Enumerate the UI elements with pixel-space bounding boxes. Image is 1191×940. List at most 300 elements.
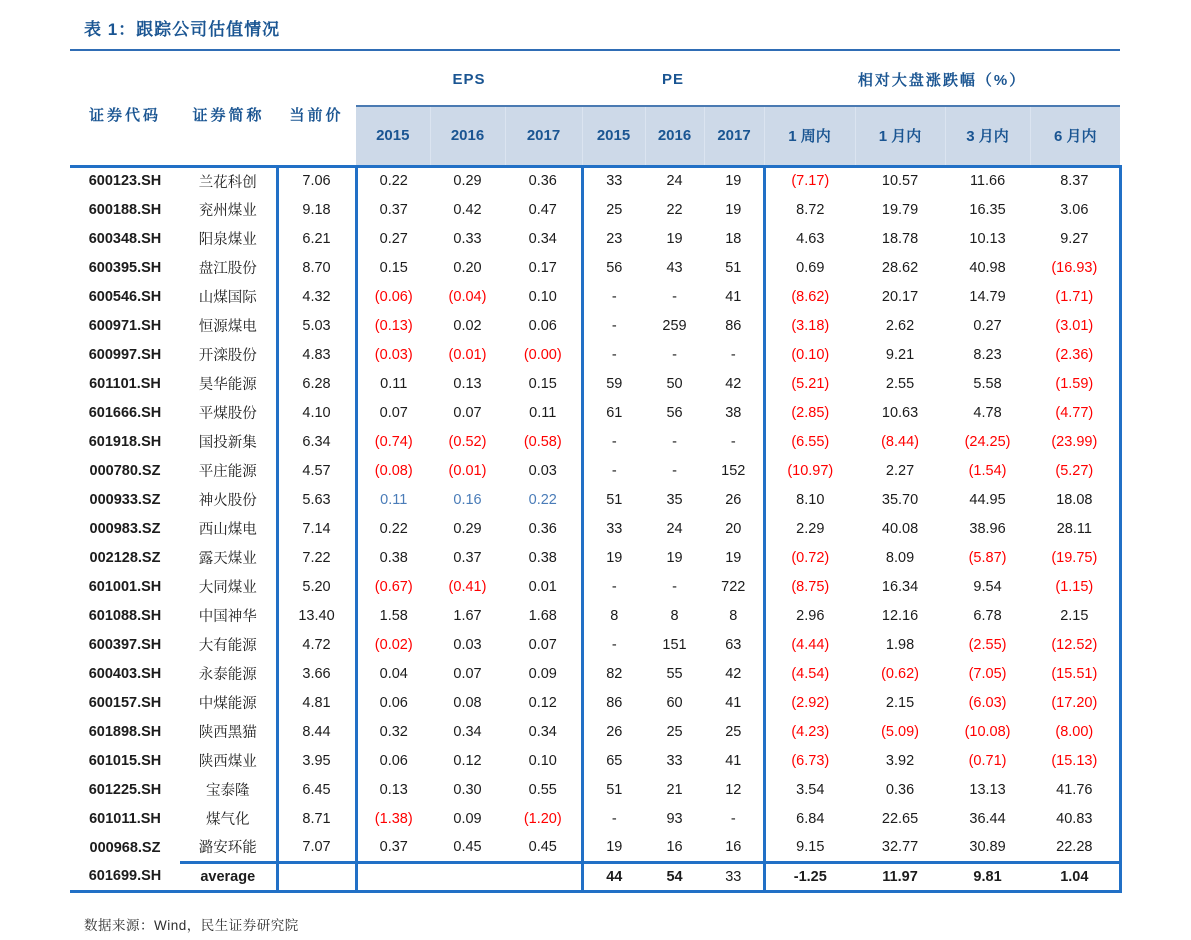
cell-value: 0.11 (505, 398, 582, 427)
cell-value: 51 (606, 781, 623, 798)
cell-value: 19 (704, 195, 764, 224)
subheader-1month: 1 月内 (855, 106, 945, 166)
cell-value: - (672, 578, 677, 595)
cell-value: 0.17 (505, 253, 582, 282)
cell-value: 0.34 (453, 723, 482, 740)
table-row (70, 485, 1120, 514)
cell-value: 0.13 (453, 375, 482, 392)
cell-value: (0.41) (448, 578, 487, 595)
cell-value: (0.74) (374, 433, 413, 450)
cell-code: 601898.SH (88, 723, 162, 740)
cell-code: 600546.SH (88, 288, 162, 305)
cell-value: 259 (662, 317, 687, 334)
cell-value: 0.09 (505, 659, 582, 688)
cell-value: 41 (704, 746, 764, 775)
cell-value: (0.71) (968, 752, 1007, 769)
cell-value: 0.04 (379, 665, 408, 682)
cell-value: 33 (606, 173, 623, 190)
cell-value: 9.21 (885, 346, 915, 363)
cell-value: 19 (606, 549, 623, 566)
cell-value: 13.13 (969, 781, 1006, 798)
cell-value: 722 (704, 572, 764, 601)
cell-value: 9.54 (973, 578, 1002, 595)
cell-value: (8.00) (1030, 717, 1120, 746)
valuation-table (70, 54, 1122, 893)
cell-value: 0.38 (379, 549, 408, 566)
cell-value: 43 (666, 259, 683, 276)
cell-value: 42 (704, 659, 764, 688)
cell-value: 8 (704, 601, 764, 630)
cell-value: (0.02) (374, 636, 413, 653)
cell-value: 41.76 (1030, 775, 1120, 804)
subheader-eps-2016: 2016 (430, 106, 505, 166)
cell-code: 600188.SH (88, 201, 162, 218)
cell-value: 38 (704, 398, 764, 427)
table-row (70, 717, 1120, 746)
cell-name: 宝泰隆 (180, 775, 277, 804)
subheader-6month: 6 月内 (1030, 106, 1120, 166)
cell-value: 2.29 (796, 520, 825, 537)
header-price: 当前价 (277, 54, 356, 166)
cell-code: 601225.SH (88, 781, 162, 798)
cell-value: 20 (704, 514, 764, 543)
cell-value: 40.98 (969, 259, 1006, 276)
table-row (70, 340, 1120, 369)
cell-value: 2.62 (885, 317, 915, 334)
cell-value: 24 (666, 173, 683, 190)
cell-value: 86 (704, 311, 764, 340)
cell-code: 601101.SH (89, 375, 161, 392)
cell-name: 兰花科创 (180, 166, 277, 195)
cell-value: 0.33 (453, 230, 482, 247)
subheader-pe-2015: 2015 (582, 106, 645, 166)
cell-value: 1.04 (1030, 862, 1120, 891)
cell-value: 16.35 (969, 201, 1006, 218)
cell-value: -1.25 (764, 862, 855, 891)
cell-code: 000933.SZ (89, 491, 161, 508)
cell-value: (15.13) (1030, 746, 1120, 775)
cell-value: 16 (704, 833, 764, 862)
cell-value: 26 (606, 723, 623, 740)
cell-value: 8 (670, 607, 679, 624)
cell-price: 7.14 (277, 514, 356, 543)
cell-value: 0.15 (505, 369, 582, 398)
cell-value: (5.21) (791, 375, 830, 392)
cell-value: (1.20) (505, 804, 582, 833)
cell-value: 0.34 (505, 717, 582, 746)
cell-value: (0.10) (791, 346, 830, 363)
cell-value: 51 (606, 491, 623, 508)
cell-price: 7.22 (277, 543, 356, 572)
cell-value: 0.03 (505, 456, 582, 485)
cell-name: 兖州煤业 (180, 195, 277, 224)
cell-value: - (611, 462, 617, 479)
data-source-note: 数据来源：Wind，民生证券研究院 (84, 917, 299, 933)
cell-value: 12 (704, 775, 764, 804)
table-row (70, 398, 1120, 427)
cell-value: 0.11 (380, 491, 408, 508)
subheader-pe-2017: 2017 (704, 106, 764, 166)
cell-value: 2.15 (885, 694, 915, 711)
cell-value: 2.27 (885, 462, 915, 479)
cell-value: (0.06) (374, 288, 413, 305)
cell-value: (3.01) (1030, 311, 1120, 340)
cell-value: 40.08 (881, 520, 919, 537)
cell-name: 开滦股份 (180, 340, 277, 369)
cell-value: 0.01 (505, 572, 582, 601)
cell-value: - (611, 317, 617, 334)
cell-price: 5.20 (277, 572, 356, 601)
cell-value: - (611, 810, 617, 827)
cell-value: (8.62) (791, 288, 830, 305)
cell-name: 大有能源 (180, 630, 277, 659)
cell-value: (5.87) (968, 549, 1007, 566)
cell-value: - (672, 462, 677, 479)
cell-value: 59 (606, 375, 623, 392)
cell-price: 5.03 (277, 311, 356, 340)
cell-value: 25 (704, 717, 764, 746)
cell-value: - (611, 578, 617, 595)
group-header-pe: PE (662, 71, 685, 88)
cell-value: 0.07 (379, 404, 408, 421)
cell-value: 8.37 (1030, 166, 1120, 195)
cell-value: 32.77 (881, 838, 919, 855)
cell-value: 0.69 (796, 259, 825, 276)
cell-value: (15.51) (1030, 659, 1120, 688)
cell-value: 0.55 (505, 775, 582, 804)
cell-value: 8.23 (973, 346, 1002, 363)
cell-value: 0.47 (505, 195, 582, 224)
cell-price: 8.70 (277, 253, 356, 282)
cell-value: 56 (606, 259, 623, 276)
average-row (70, 862, 1120, 891)
cell-value: 0.02 (453, 317, 482, 334)
cell-name: 永泰能源 (180, 659, 277, 688)
cell-code: 601015.SH (88, 752, 162, 769)
table-row (70, 427, 1120, 456)
table-row (70, 311, 1120, 340)
cell-code: 601918.SH (88, 433, 162, 450)
cell-value: 4.78 (973, 404, 1002, 421)
cell-value: (0.67) (374, 578, 413, 595)
cell-price: 9.18 (277, 195, 356, 224)
cell-name: 中煤能源 (180, 688, 277, 717)
cell-code: 600971.SH (88, 317, 162, 334)
table-row (70, 775, 1120, 804)
cell-price: 4.10 (277, 398, 356, 427)
cell-value: 3.06 (1030, 195, 1120, 224)
cell-name: 平庄能源 (180, 456, 277, 485)
cell-value: 23 (606, 230, 623, 247)
cell-value: 19 (666, 230, 683, 247)
cell-value: 0.12 (453, 752, 482, 769)
cell-value: 16 (666, 838, 683, 855)
cell-value: 0.29 (453, 520, 482, 537)
cell-value: 28.11 (1030, 514, 1120, 543)
cell-value: 19 (704, 543, 764, 572)
cell-value: 22.28 (1030, 833, 1120, 862)
table-row (70, 601, 1120, 630)
cell-value: 42 (704, 369, 764, 398)
cell-code: 601088.SH (88, 607, 162, 624)
cell-price: 3.66 (277, 659, 356, 688)
cell-price: 5.63 (277, 485, 356, 514)
cell-value: 6.84 (796, 810, 825, 827)
cell-value: (1.54) (968, 462, 1007, 479)
cell-value: (5.09) (881, 723, 919, 740)
cell-code: 601699.SH (70, 862, 180, 891)
cell-value: 41 (704, 282, 764, 311)
cell-price (277, 862, 356, 891)
cell-value: - (611, 636, 617, 653)
cell-value: 0.32 (379, 723, 408, 740)
cell-value: 151 (662, 636, 687, 653)
cell-value: 50 (666, 375, 683, 392)
cell-value: 30.89 (969, 838, 1006, 855)
cell-value: 9.15 (796, 838, 825, 855)
cell-code: 002128.SZ (89, 549, 161, 566)
cell-value: 33 (704, 862, 764, 891)
cell-value: (17.20) (1030, 688, 1120, 717)
header-name: 证券简称 (180, 54, 277, 166)
cell-value: 0.36 (505, 514, 582, 543)
cell-value: 54 (645, 862, 704, 891)
table-row (70, 195, 1120, 224)
cell-value: 2.15 (1030, 601, 1120, 630)
cell-value: 0.10 (505, 746, 582, 775)
cell-value: 44.95 (969, 491, 1006, 508)
cell-value: 0.38 (505, 543, 582, 572)
cell-value: 6.78 (973, 607, 1002, 624)
cell-value: (10.08) (964, 723, 1011, 740)
cell-value: (16.93) (1030, 253, 1120, 282)
cell-value: (4.54) (791, 665, 830, 682)
cell-value: (6.55) (791, 433, 830, 450)
cell-value: 0.27 (379, 230, 408, 247)
cell-value: 0.06 (379, 694, 408, 711)
cell-value: 61 (606, 404, 623, 421)
subheader-pe-2016: 2016 (645, 106, 704, 166)
cell-value: 16.34 (881, 578, 919, 595)
cell-value: - (704, 427, 764, 456)
cell-value (430, 862, 505, 891)
cell-code: 600395.SH (88, 259, 162, 276)
cell-value: 1.58 (379, 607, 408, 624)
cell-code: 600403.SH (88, 665, 162, 682)
cell-value: (1.38) (374, 810, 413, 827)
cell-value: 4.63 (796, 230, 825, 247)
cell-value: 0.03 (453, 636, 482, 653)
cell-value: 19 (704, 166, 764, 195)
cell-value: 12.16 (881, 607, 919, 624)
cell-code: 000983.SZ (89, 520, 161, 537)
cell-value: 0.12 (505, 688, 582, 717)
cell-value: - (611, 288, 617, 305)
cell-value: (8.44) (881, 433, 919, 450)
cell-value: - (704, 804, 764, 833)
cell-price: 13.40 (277, 601, 356, 630)
cell-value: - (672, 288, 677, 305)
cell-value: 41 (704, 688, 764, 717)
table-row (70, 253, 1120, 282)
cell-value: 35.70 (881, 491, 919, 508)
cell-value: (0.01) (448, 462, 487, 479)
cell-value: 22 (666, 201, 683, 218)
cell-value: 9.27 (1030, 224, 1120, 253)
cell-value: (4.23) (791, 723, 830, 740)
cell-value: 28.62 (881, 259, 919, 276)
cell-value: 8 (610, 607, 619, 624)
cell-price: 4.57 (277, 456, 356, 485)
cell-name: 露天煤业 (180, 543, 277, 572)
table-row (70, 166, 1120, 195)
cell-value: (0.62) (881, 665, 919, 682)
cell-name: 陕西煤业 (180, 746, 277, 775)
cell-value: 0.29 (453, 173, 482, 190)
table-row (70, 456, 1120, 485)
cell-value: 0.27 (973, 317, 1002, 334)
cell-value: 93 (666, 810, 683, 827)
cell-value: 18.78 (881, 230, 919, 247)
cell-value (505, 862, 582, 891)
cell-value: 44 (582, 862, 645, 891)
cell-value: (0.01) (448, 346, 487, 363)
cell-price: 3.95 (277, 746, 356, 775)
cell-value: 3.92 (885, 752, 915, 769)
cell-value: 8.10 (796, 491, 825, 508)
title-rule (70, 49, 1120, 51)
cell-value: (7.05) (968, 665, 1007, 682)
cell-value: 0.22 (379, 173, 408, 190)
cell-value: 0.42 (453, 201, 482, 218)
cell-value: 0.45 (453, 838, 482, 855)
subheader-1week: 1 周内 (764, 106, 855, 166)
cell-price: 4.83 (277, 340, 356, 369)
cell-value: 0.09 (453, 810, 482, 827)
report-table-section (70, 0, 1120, 934)
group-header-eps: EPS (452, 71, 486, 88)
cell-value: 25 (606, 201, 623, 218)
cell-value: 18.08 (1030, 485, 1120, 514)
cell-name: 平煤股份 (180, 398, 277, 427)
cell-value: 0.10 (505, 282, 582, 311)
cell-value: 0.34 (505, 224, 582, 253)
cell-value: (0.72) (791, 549, 830, 566)
cell-value: - (611, 346, 617, 363)
cell-price: 8.44 (277, 717, 356, 746)
table-row (70, 514, 1120, 543)
header-code: 证券代码 (70, 54, 180, 166)
cell-value: 19 (606, 838, 623, 855)
table-title: 表 1：跟踪公司估值情况 (84, 20, 281, 39)
cell-name: 阳泉煤业 (180, 224, 277, 253)
table-row (70, 572, 1120, 601)
subheader-eps-2017: 2017 (505, 106, 582, 166)
cell-value: (0.52) (448, 433, 487, 450)
cell-value: 11.97 (855, 862, 945, 891)
cell-value: 86 (606, 694, 623, 711)
cell-value: (24.25) (964, 433, 1011, 450)
cell-value: 51 (704, 253, 764, 282)
cell-value: 60 (666, 694, 683, 711)
cell-name: 陕西黑猫 (180, 717, 277, 746)
cell-value: 5.58 (973, 375, 1002, 392)
cell-code: 600348.SH (88, 230, 162, 247)
cell-value: 55 (666, 665, 683, 682)
cell-value: 20.17 (881, 288, 919, 305)
cell-value: 65 (606, 752, 623, 769)
cell-value: (7.17) (791, 173, 830, 190)
cell-value: 2.96 (796, 607, 825, 624)
cell-value: 2.55 (885, 375, 915, 392)
cell-value: (4.77) (1030, 398, 1120, 427)
cell-name: 昊华能源 (180, 369, 277, 398)
cell-value: 0.13 (379, 781, 408, 798)
cell-code: 600997.SH (88, 346, 162, 363)
cell-value: 0.11 (380, 375, 408, 392)
table-row (70, 746, 1120, 775)
cell-value: - (672, 346, 677, 363)
cell-value: 36.44 (969, 810, 1006, 827)
cell-value: (2.55) (968, 636, 1007, 653)
cell-value: 0.07 (453, 404, 482, 421)
cell-value: 22.65 (881, 810, 919, 827)
cell-price: 6.34 (277, 427, 356, 456)
cell-name: 中国神华 (180, 601, 277, 630)
cell-value: 26 (704, 485, 764, 514)
cell-value: 1.98 (885, 636, 915, 653)
cell-price: 7.07 (277, 833, 356, 862)
cell-value: 152 (704, 456, 764, 485)
cell-price: 4.32 (277, 282, 356, 311)
cell-price: 8.71 (277, 804, 356, 833)
cell-value: 0.36 (505, 166, 582, 195)
subheader-3month: 3 月内 (945, 106, 1030, 166)
cell-value: (0.00) (505, 340, 582, 369)
cell-value: 0.22 (379, 520, 408, 537)
cell-value: (2.36) (1030, 340, 1120, 369)
table-row (70, 543, 1120, 572)
cell-value: 0.07 (453, 665, 482, 682)
subheader-eps-2015: 2015 (356, 106, 430, 166)
cell-value: 0.37 (379, 838, 408, 855)
table-foot (70, 862, 1120, 891)
cell-value: 8.09 (885, 549, 915, 566)
cell-value: 33 (666, 752, 683, 769)
cell-value: 11.66 (969, 173, 1006, 190)
cell-value: 0.45 (505, 833, 582, 862)
cell-name: 山煤国际 (180, 282, 277, 311)
cell-value: 21 (666, 781, 683, 798)
cell-value: 0.37 (379, 201, 408, 218)
cell-value: 82 (606, 665, 623, 682)
cell-price: 4.81 (277, 688, 356, 717)
cell-value: 9.81 (945, 862, 1030, 891)
cell-value: (23.99) (1030, 427, 1120, 456)
cell-code: 601011.SH (89, 810, 161, 827)
cell-value: (0.08) (374, 462, 413, 479)
cell-value: (0.04) (448, 288, 487, 305)
cell-code: 000968.SZ (89, 839, 161, 856)
cell-value: - (704, 340, 764, 369)
cell-code: 000780.SZ (89, 462, 161, 479)
cell-value: 10.63 (881, 404, 919, 421)
cell-value: 24 (666, 520, 683, 537)
cell-value: 0.06 (379, 752, 408, 769)
table-row (70, 630, 1120, 659)
cell-value: 0.15 (379, 259, 408, 276)
cell-value: (6.03) (968, 694, 1007, 711)
